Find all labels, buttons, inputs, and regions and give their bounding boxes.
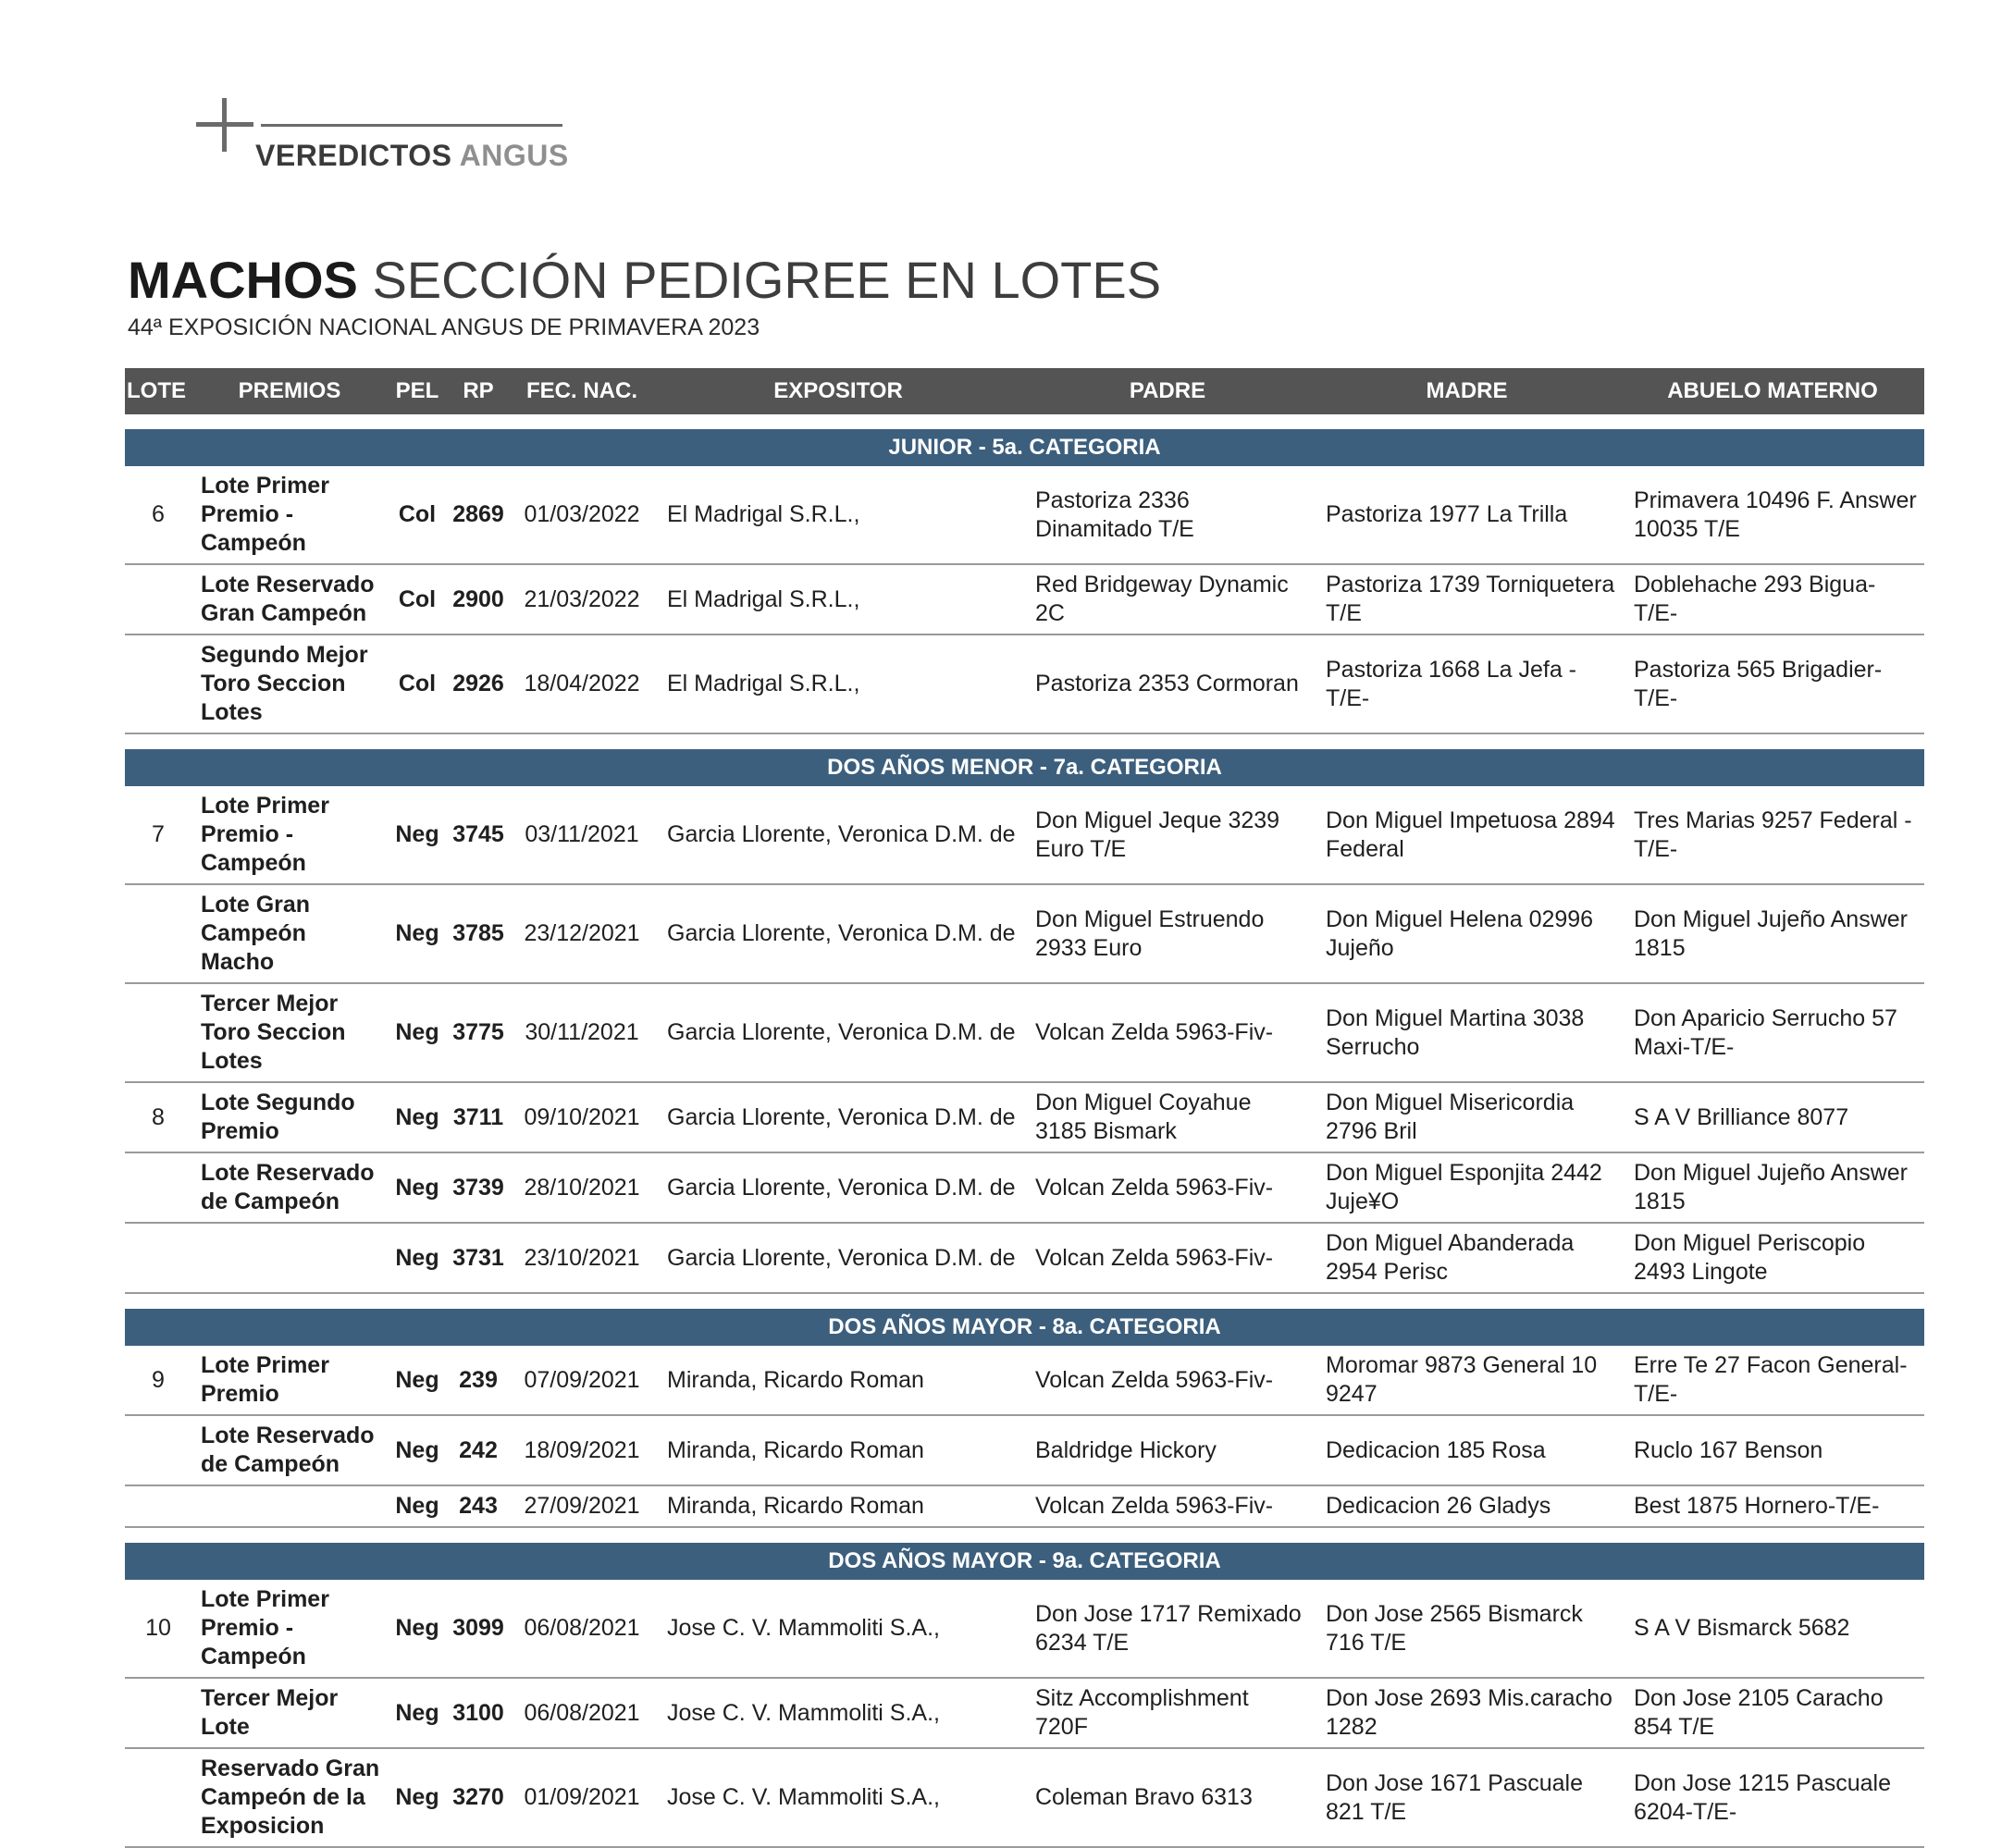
table-row xyxy=(125,1580,1924,1678)
cell-fec-nac: 01/09/2021 xyxy=(510,1748,654,1847)
cell-madre: Dedicacion 26 Gladys xyxy=(1313,1485,1621,1527)
cell-expositor: Garcia Llorente, Veronica D.M. de xyxy=(654,1223,1022,1293)
cell-rp: 3270 xyxy=(447,1748,510,1847)
cell-expositor: El Madrigal S.R.L., xyxy=(654,466,1022,564)
col-header-abuelo-materno: ABUELO MATERNO xyxy=(1621,368,1924,414)
table-row xyxy=(125,884,1924,983)
table-row xyxy=(125,564,1924,634)
cell-expositor: Miranda, Ricardo Roman xyxy=(654,1415,1022,1485)
col-header-expositor: EXPOSITOR xyxy=(654,368,1022,414)
cell-abuelo-materno: Erre Te 27 Facon General-T/E- xyxy=(1621,1346,1924,1415)
cell-rp: 2926 xyxy=(447,634,510,733)
cell-fec-nac: 07/09/2021 xyxy=(510,1346,654,1415)
cell-padre: Don Miguel Estruendo 2933 Euro xyxy=(1022,884,1313,983)
col-header-premios: PREMIOS xyxy=(192,368,388,414)
cell-premio: Lote Primer Premio - Campeón xyxy=(192,786,388,884)
table-row xyxy=(125,1485,1924,1527)
cell-pel: Neg xyxy=(388,1223,447,1293)
spacer-cell xyxy=(125,414,1924,429)
cell-expositor: Garcia Llorente, Veronica D.M. de xyxy=(654,786,1022,884)
category-row xyxy=(125,749,1924,786)
page-header xyxy=(194,92,569,185)
cell-fec-nac: 18/04/2022 xyxy=(510,634,654,733)
cell-expositor: Jose C. V. Mammoliti S.A., xyxy=(654,1580,1022,1678)
cell-premio: Lote Gran Campeón Macho xyxy=(192,884,388,983)
cell-fec-nac: 09/10/2021 xyxy=(510,1082,654,1152)
cell-padre: Coleman Bravo 6313 xyxy=(1022,1748,1313,1847)
cell-premio: Lote Reservado de Campeón xyxy=(192,1152,388,1223)
table-row xyxy=(125,1415,1924,1485)
cell-rp: 3731 xyxy=(447,1223,510,1293)
cell-lote xyxy=(125,1152,192,1223)
category-row xyxy=(125,1309,1924,1346)
table-header-row xyxy=(125,368,1924,414)
cell-fec-nac: 28/10/2021 xyxy=(510,1152,654,1223)
cell-premio: Lote Reservado Gran Campeón xyxy=(192,564,388,634)
cell-rp: 242 xyxy=(447,1415,510,1485)
cell-premio: Lote Reservado de Campeón xyxy=(192,1415,388,1485)
cell-madre: Pastoriza 1977 La Trilla xyxy=(1313,466,1621,564)
table-row xyxy=(125,1678,1924,1748)
cell-madre: Don Miguel Abanderada 2954 Perisc xyxy=(1313,1223,1621,1293)
table-row xyxy=(125,1346,1924,1415)
cell-padre: Volcan Zelda 5963-Fiv- xyxy=(1022,1485,1313,1527)
table-row xyxy=(125,1748,1924,1847)
cell-abuelo-materno: S A V Bismarck 5682 xyxy=(1621,1580,1924,1678)
cell-madre: Don Miguel Impetuosa 2894 Federal xyxy=(1313,786,1621,884)
cell-expositor: Garcia Llorente, Veronica D.M. de xyxy=(654,983,1022,1082)
cell-rp: 3745 xyxy=(447,786,510,884)
cell-padre: Volcan Zelda 5963-Fiv- xyxy=(1022,983,1313,1082)
cell-madre: Don Jose 2693 Mis.caracho 1282 xyxy=(1313,1678,1621,1748)
header-rule xyxy=(261,124,562,127)
col-header-fec-nac: FEC. NAC. xyxy=(510,368,654,414)
category-spacer xyxy=(125,733,1924,749)
brand-label xyxy=(255,139,569,173)
cell-madre: Don Miguel Esponjita 2442 Juje¥O xyxy=(1313,1152,1621,1223)
cell-padre: Sitz Accomplishment 720F xyxy=(1022,1678,1313,1748)
cell-madre: Don Miguel Martina 3038 Serrucho xyxy=(1313,983,1621,1082)
cell-padre: Pastoriza 2336 Dinamitado T/E xyxy=(1022,466,1313,564)
cell-rp: 2900 xyxy=(447,564,510,634)
col-header-rp: RP xyxy=(447,368,510,414)
cell-pel: Neg xyxy=(388,1678,447,1748)
cell-madre: Pastoriza 1668 La Jefa -T/E- xyxy=(1313,634,1621,733)
col-header-padre: PADRE xyxy=(1022,368,1313,414)
cell-abuelo-materno: Best 1875 Hornero-T/E- xyxy=(1621,1485,1924,1527)
spacer-cell xyxy=(125,1293,1924,1309)
cell-fec-nac: 18/09/2021 xyxy=(510,1415,654,1485)
cell-pel: Col xyxy=(388,564,447,634)
category-spacer xyxy=(125,414,1924,429)
cell-lote xyxy=(125,564,192,634)
title-light: SECCIÓN PEDIGREE EN LOTES xyxy=(372,251,1162,309)
cell-padre: Don Miguel Coyahue 3185 Bismark xyxy=(1022,1082,1313,1152)
cell-padre: Volcan Zelda 5963-Fiv- xyxy=(1022,1152,1313,1223)
cell-fec-nac: 30/11/2021 xyxy=(510,983,654,1082)
cell-rp: 3775 xyxy=(447,983,510,1082)
cell-pel: Neg xyxy=(388,884,447,983)
cell-premio: Lote Primer Premio - Campeón xyxy=(192,1580,388,1678)
category-spacer xyxy=(125,1293,1924,1309)
cell-lote xyxy=(125,1748,192,1847)
cell-padre: Pastoriza 2353 Cormoran xyxy=(1022,634,1313,733)
cell-rp: 3711 xyxy=(447,1082,510,1152)
col-header-madre: MADRE xyxy=(1313,368,1621,414)
cell-fec-nac: 06/08/2021 xyxy=(510,1580,654,1678)
cell-rp: 3785 xyxy=(447,884,510,983)
cell-premio: Tercer Mejor Toro Seccion Lotes xyxy=(192,983,388,1082)
cell-abuelo-materno: Don Miguel Jujeño Answer 1815 xyxy=(1621,1152,1924,1223)
cell-padre: Volcan Zelda 5963-Fiv- xyxy=(1022,1346,1313,1415)
cell-madre: Moromar 9873 General 10 9247 xyxy=(1313,1346,1621,1415)
brand-bold: VEREDICTOS xyxy=(255,139,452,172)
cell-rp: 3099 xyxy=(447,1580,510,1678)
table-row xyxy=(125,786,1924,884)
cell-lote: 10 xyxy=(125,1580,192,1678)
cell-abuelo-materno: Don Aparicio Serrucho 57 Maxi-T/E- xyxy=(1621,983,1924,1082)
page-title xyxy=(128,250,1161,310)
cell-abuelo-materno: Doblehache 293 Bigua-T/E- xyxy=(1621,564,1924,634)
cell-lote xyxy=(125,634,192,733)
cell-pel: Neg xyxy=(388,1485,447,1527)
category-row xyxy=(125,1543,1924,1580)
cell-rp: 243 xyxy=(447,1485,510,1527)
cell-fec-nac: 03/11/2021 xyxy=(510,786,654,884)
cell-abuelo-materno: Ruclo 167 Benson xyxy=(1621,1415,1924,1485)
cell-abuelo-materno: Don Miguel Jujeño Answer 1815 xyxy=(1621,884,1924,983)
cell-lote: 8 xyxy=(125,1082,192,1152)
cell-expositor: Miranda, Ricardo Roman xyxy=(654,1485,1022,1527)
cell-expositor: El Madrigal S.R.L., xyxy=(654,634,1022,733)
cell-fec-nac: 21/03/2022 xyxy=(510,564,654,634)
category-title: JUNIOR - 5a. CATEGORIA xyxy=(125,429,1924,466)
cell-expositor: Jose C. V. Mammoliti S.A., xyxy=(654,1748,1022,1847)
cell-pel: Col xyxy=(388,466,447,564)
cell-premio: Lote Primer Premio - Campeón xyxy=(192,466,388,564)
cell-expositor: Miranda, Ricardo Roman xyxy=(654,1346,1022,1415)
plus-icon-bar xyxy=(196,122,253,127)
table-row xyxy=(125,1082,1924,1152)
cell-pel: Neg xyxy=(388,1082,447,1152)
category-row xyxy=(125,429,1924,466)
col-header-pel: PEL xyxy=(388,368,447,414)
cell-abuelo-materno: Don Miguel Periscopio 2493 Lingote xyxy=(1621,1223,1924,1293)
cell-fec-nac: 27/09/2021 xyxy=(510,1485,654,1527)
cell-fec-nac: 01/03/2022 xyxy=(510,466,654,564)
cell-pel: Neg xyxy=(388,1415,447,1485)
cell-lote xyxy=(125,1678,192,1748)
cell-pel: Neg xyxy=(388,1152,447,1223)
cell-pel: Neg xyxy=(388,1580,447,1678)
lots-table-body xyxy=(125,414,1924,1847)
cell-abuelo-materno: Pastoriza 565 Brigadier-T/E- xyxy=(1621,634,1924,733)
category-title: DOS AÑOS MAYOR - 8a. CATEGORIA xyxy=(125,1309,1924,1346)
brand-light: ANGUS xyxy=(459,139,569,172)
cell-premio xyxy=(192,1223,388,1293)
cell-expositor: Garcia Llorente, Veronica D.M. de xyxy=(654,1152,1022,1223)
cell-pel: Neg xyxy=(388,786,447,884)
cell-abuelo-materno: Tres Marias 9257 Federal -T/E- xyxy=(1621,786,1924,884)
cell-lote xyxy=(125,983,192,1082)
cell-padre: Red Bridgeway Dynamic 2C xyxy=(1022,564,1313,634)
cell-rp: 2869 xyxy=(447,466,510,564)
cell-rp: 3100 xyxy=(447,1678,510,1748)
cell-premio xyxy=(192,1485,388,1527)
cell-padre: Volcan Zelda 5963-Fiv- xyxy=(1022,1223,1313,1293)
cell-padre: Don Miguel Jeque 3239 Euro T/E xyxy=(1022,786,1313,884)
cell-fec-nac: 23/12/2021 xyxy=(510,884,654,983)
spacer-cell xyxy=(125,733,1924,749)
cell-expositor: El Madrigal S.R.L., xyxy=(654,564,1022,634)
cell-abuelo-materno: S A V Brilliance 8077 xyxy=(1621,1082,1924,1152)
cell-lote xyxy=(125,1485,192,1527)
table-row xyxy=(125,983,1924,1082)
cell-premio: Segundo Mejor Toro Seccion Lotes xyxy=(192,634,388,733)
cell-madre: Don Jose 2565 Bismarck 716 T/E xyxy=(1313,1580,1621,1678)
cell-rp: 239 xyxy=(447,1346,510,1415)
cell-premio: Lote Primer Premio xyxy=(192,1346,388,1415)
cell-pel: Neg xyxy=(388,1346,447,1415)
table-row xyxy=(125,1152,1924,1223)
cell-madre: Don Miguel Helena 02996 Jujeño xyxy=(1313,884,1621,983)
cell-lote: 6 xyxy=(125,466,192,564)
cell-fec-nac: 23/10/2021 xyxy=(510,1223,654,1293)
lots-table xyxy=(125,368,1924,1848)
cell-abuelo-materno: Primavera 10496 F. Answer 10035 T/E xyxy=(1621,466,1924,564)
cell-padre: Don Jose 1717 Remixado 6234 T/E xyxy=(1022,1580,1313,1678)
cell-expositor: Garcia Llorente, Veronica D.M. de xyxy=(654,1082,1022,1152)
title-bold: MACHOS xyxy=(128,251,358,309)
cell-madre: Don Miguel Misericordia 2796 Bril xyxy=(1313,1082,1621,1152)
col-header-lote: LOTE xyxy=(125,368,192,414)
cell-premio: Tercer Mejor Lote xyxy=(192,1678,388,1748)
cell-pel: Neg xyxy=(388,983,447,1082)
spacer-cell xyxy=(125,1527,1924,1543)
cell-madre: Dedicacion 185 Rosa xyxy=(1313,1415,1621,1485)
table-row xyxy=(125,466,1924,564)
cell-expositor: Garcia Llorente, Veronica D.M. de xyxy=(654,884,1022,983)
cell-pel: Neg xyxy=(388,1748,447,1847)
cell-lote xyxy=(125,1223,192,1293)
category-spacer xyxy=(125,1527,1924,1543)
cell-lote: 7 xyxy=(125,786,192,884)
cell-fec-nac: 06/08/2021 xyxy=(510,1678,654,1748)
cell-madre: Pastoriza 1739 Torniquetera T/E xyxy=(1313,564,1621,634)
cell-abuelo-materno: Don Jose 1215 Pascuale 6204-T/E- xyxy=(1621,1748,1924,1847)
cell-lote xyxy=(125,884,192,983)
cell-rp: 3739 xyxy=(447,1152,510,1223)
cell-padre: Baldridge Hickory xyxy=(1022,1415,1313,1485)
table-row xyxy=(125,634,1924,733)
cell-premio: Lote Segundo Premio xyxy=(192,1082,388,1152)
table-row xyxy=(125,1223,1924,1293)
cell-premio: Reservado Gran Campeón de la Exposicion xyxy=(192,1748,388,1847)
cell-pel: Col xyxy=(388,634,447,733)
category-title: DOS AÑOS MENOR - 7a. CATEGORIA xyxy=(125,749,1924,786)
cell-abuelo-materno: Don Jose 2105 Caracho 854 T/E xyxy=(1621,1678,1924,1748)
category-title: DOS AÑOS MAYOR - 9a. CATEGORIA xyxy=(125,1543,1924,1580)
cell-lote: 9 xyxy=(125,1346,192,1415)
page-subtitle: 44ª EXPOSICIÓN NACIONAL ANGUS DE PRIMAVERA 2023 xyxy=(128,314,760,340)
cell-expositor: Jose C. V. Mammoliti S.A., xyxy=(654,1678,1022,1748)
cell-madre: Don Jose 1671 Pascuale 821 T/E xyxy=(1313,1748,1621,1847)
cell-lote xyxy=(125,1415,192,1485)
